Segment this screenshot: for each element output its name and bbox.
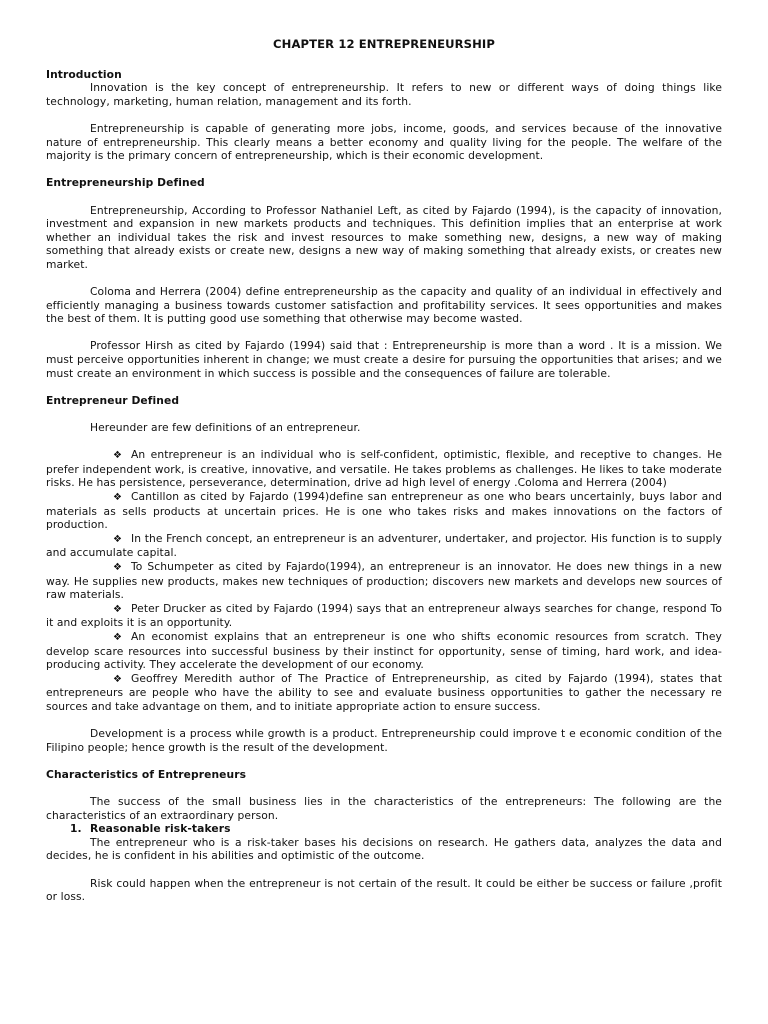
entrepreneur-closing: Development is a process while growth is a product. Entrepreneurship could improve t e economic condition of the Filipino people; hence growth is the result of the development. bbox=[46, 727, 722, 754]
definition-bullet bbox=[46, 448, 722, 490]
definition-text: To Schumpeter as cited by Fajardo(1994), an entrepreneur is an innovator. He does new things in a new way. He supplies new products, makes new techniques of production; discovers new markets and develops new sources of raw materials. bbox=[46, 559, 722, 602]
definition-bullet bbox=[46, 490, 722, 532]
item-number: 1. bbox=[70, 822, 82, 836]
entrepreneur-intro: Hereunder are few definitions of an entrepreneur. bbox=[90, 421, 361, 435]
definition-text: Geoffrey Meredith author of The Practice of Entrepreneurship, as cited by Fajardo (1994), states that entrepreneurs are people who have the ability to see and evaluate business opportunities to gather the necessary re sources and take advantage on them, and to initiate appropriate action to ensure success. bbox=[46, 671, 722, 713]
definition-text: Cantillon as cited by Fajardo (1994)define san entrepreneur as one who bears uncertainly, buys labor and materials as sells products at uncertain prices. He is one who takes risks and makes innovations on the factors of production. bbox=[46, 490, 722, 532]
section-heading-entrepreneurship-defined: Entrepreneurship Defined bbox=[46, 176, 205, 190]
section-heading-characteristics: Characteristics of Entrepreneurs bbox=[46, 767, 247, 781]
page-title: CHAPTER 12 ENTREPRENEURSHIP bbox=[273, 37, 495, 51]
definition-bullet bbox=[46, 672, 722, 714]
diamond-bullet-icon: ❖ bbox=[113, 561, 123, 573]
characteristics-intro: The success of the small business lies in the characteristics of the entrepreneurs: The following are the characteristics of an extraordinary person. bbox=[46, 795, 722, 822]
section-heading-introduction: Introduction bbox=[46, 67, 122, 81]
entrepreneur-definitions-list bbox=[46, 448, 722, 713]
characteristics-closing: Risk could happen when the entrepreneur is not certain of the result. It could be either be success or failure ,profit or loss. bbox=[46, 876, 722, 904]
definition-text: An entrepreneur is an individual who is self-confident, optimistic, flexible, and receptive to changes. He prefer independent work, is creative, innovative, and versatile. He takes problems as challenges. He likes to take moderate risks. He has persistence, perseverance, determination, drive ad high level of energy .Coloma and Herrera (2004) bbox=[46, 448, 722, 490]
item-label: Reasonable risk-takers bbox=[90, 822, 231, 836]
definition-text: Peter Drucker as cited by Fajardo (1994) says that an entrepreneur always searches for change, respond To it and exploits it is an opportunity. bbox=[46, 601, 722, 630]
definition-bullet bbox=[46, 560, 722, 602]
defined-paragraph-3: Professor Hirsh as cited by Fajardo (1994) said that : Entrepreneurship is more than a word . It is a mission. We must perceive opportunities inherent in change; we must create a desire for pursuing the opportunities that arises; and we must create an environment in which success is possible and the consequences of failure are tolerable. bbox=[46, 339, 722, 380]
definition-bullet bbox=[46, 602, 722, 630]
definition-bullet bbox=[46, 532, 722, 560]
section-heading-entrepreneur-defined: Entrepreneur Defined bbox=[46, 393, 180, 407]
diamond-bullet-icon: ❖ bbox=[113, 673, 123, 685]
diamond-bullet-icon: ❖ bbox=[113, 631, 123, 643]
characteristic-item-text: The entrepreneur who is a risk-taker bases his decisions on research. He gathers data, analyzes the data and decides, he is confident in his abilities and optimistic of the outcome. bbox=[46, 835, 722, 863]
intro-paragraph-1: Innovation is the key concept of entrepreneurship. It refers to new or different ways of doing things like technology, marketing, human relation, management and its forth. bbox=[46, 81, 722, 108]
definition-text: In the French concept, an entrepreneur is an adventurer, undertaker, and projector. His function is to supply and accumulate capital. bbox=[46, 531, 722, 560]
diamond-bullet-icon: ❖ bbox=[113, 492, 123, 503]
defined-paragraph-1: Entrepreneurship, According to Professor Nathaniel Left, as cited by Fajardo (1994), is the capacity of innovation, investment and expansion in new markets products and techniques. This definition implies that an enterprise at work whether an individual takes the risk and invest resources to make something new, designs, a new way of making something that already exists or create new, designs a new way of making something that already exists, or creates new market. bbox=[46, 203, 722, 271]
intro-paragraph-2: Entrepreneurship is capable of generating more jobs, income, goods, and services because of the innovative nature of entrepreneurship. This clearly means a better economy and quality living for the people. The welfare of the majority is the primary concern of entrepreneurship, which is their economic development. bbox=[46, 121, 722, 163]
defined-paragraph-2: Coloma and Herrera (2004) define entrepreneurship as the capacity and quality of an individual in effectively and efficiently managing a business towards customer satisfaction and profitability services. It sees opportunities and makes the best of them. It is putting good use something that otherwise may become wasted. bbox=[46, 285, 722, 326]
definition-bullet bbox=[46, 630, 722, 672]
definition-text: An economist explains that an entrepreneur is one who shifts economic resources from scratch. They develop scare resources into successful business by their instinct for opportunity, sense of timing, hard work, and idea-producing activity. They accelerate the development of our economy. bbox=[46, 629, 722, 672]
diamond-bullet-icon: ❖ bbox=[113, 533, 123, 545]
diamond-bullet-icon: ❖ bbox=[113, 450, 123, 462]
characteristic-item bbox=[70, 822, 722, 836]
diamond-bullet-icon: ❖ bbox=[113, 603, 123, 615]
